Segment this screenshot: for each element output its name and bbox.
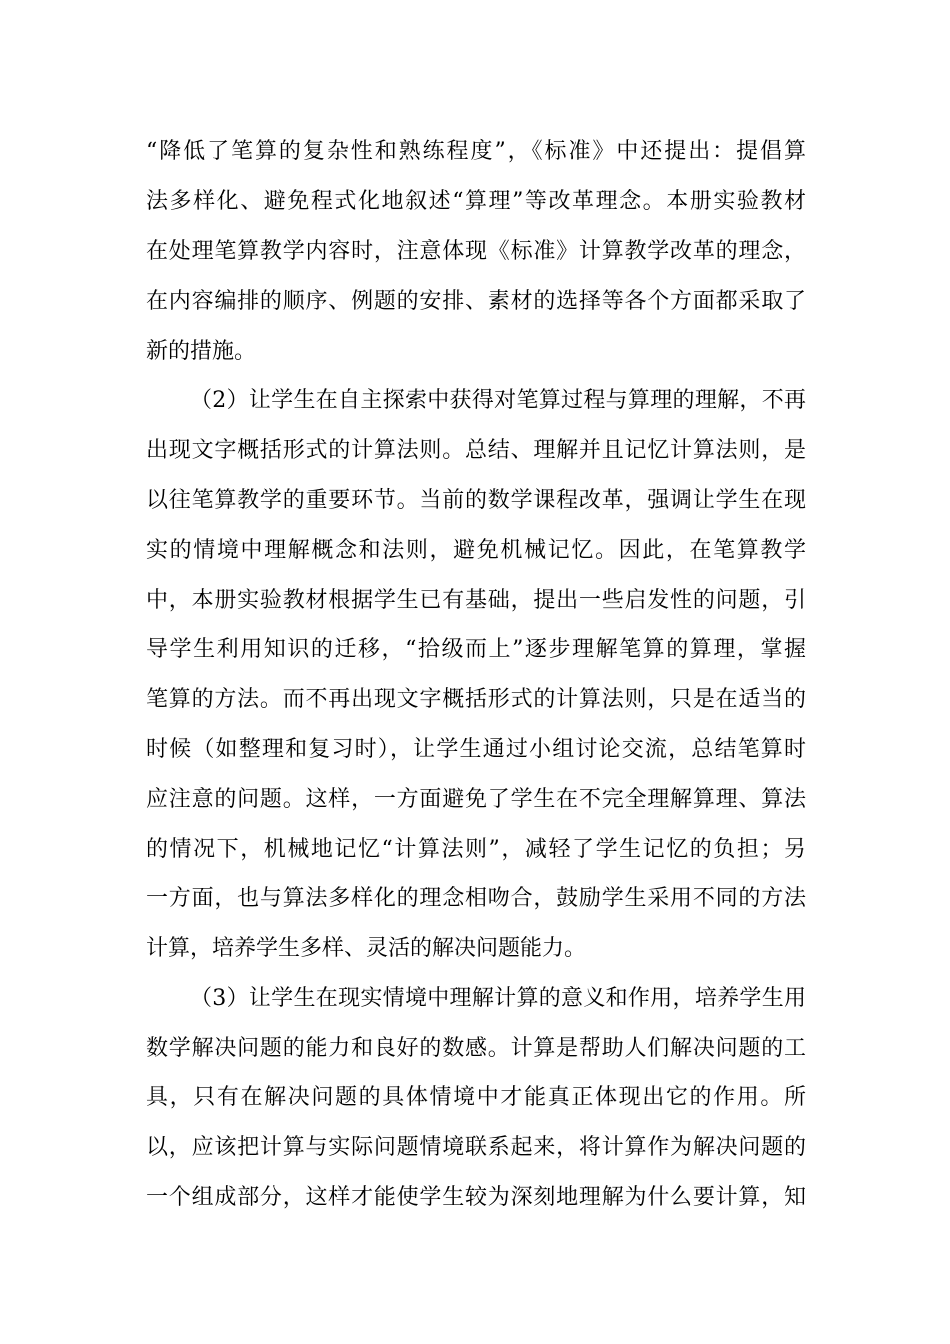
text-line: 时候（如整理和复习时），让学生通过小组讨论交流，总结笔算时 (146, 737, 806, 762)
text-line: 出现文字概括形式的计算法则。总结、理解并且记忆计算法则，是 (146, 438, 806, 463)
text-line: 数学解决问题的能力和良好的数感。计算是帮助人们解决问题的工 (146, 1036, 806, 1061)
text-line: 导学生利用知识的迁移，“拾级而上”逐步理解笔算的算理，掌握 (146, 637, 806, 662)
text-line: 新的措施。 (146, 339, 257, 364)
text-line: 一个组成部分，这样才能使学生较为深刻地理解为什么要计算，知 (146, 1185, 806, 1210)
text-line: 以往笔算教学的重要环节。当前的数学课程改革，强调让学生在现 (146, 488, 806, 513)
text-line: 实的情境中理解概念和法则，避免机械记忆。因此，在笔算教学 (146, 538, 806, 563)
text-line: 的情况下，机械地记忆“计算法则”，减轻了学生记忆的负担；另 (146, 837, 806, 862)
text-line: 中，本册实验教材根据学生已有基础，提出一些启发性的问题，引 (146, 588, 806, 613)
text-line: 具，只有在解决问题的具体情境中才能真正体现出它的作用。所 (146, 1085, 806, 1110)
text-line: 计算，培养学生多样、灵活的解决问题能力。 (146, 936, 587, 961)
text-line: 应注意的问题。这样，一方面避免了学生在不完全理解算理、算法 (146, 787, 806, 812)
paragraph-heading-line: （2）让学生在自主探索中获得对笔算过程与算理的理解，不再 (190, 388, 806, 413)
text-line: 以，应该把计算与实际问题情境联系起来，将计算作为解决问题的 (146, 1135, 806, 1160)
text-line: 法多样化、避免程式化地叙述“算理”等改革理念。本册实验教材 (146, 189, 806, 214)
text-line: “降低了笔算的复杂性和熟练程度”，《标准》中还提出：提倡算 (146, 139, 806, 164)
text-line: 在处理笔算教学内容时，注意体现《标准》计算教学改革的理念， (146, 239, 806, 264)
paragraph-heading-line: （3）让学生在现实情境中理解计算的意义和作用，培养学生用 (190, 986, 806, 1011)
text-line: 在内容编排的顺序、例题的安排、素材的选择等各个方面都采取了 (146, 289, 806, 314)
text-line: 一方面，也与算法多样化的理念相吻合，鼓励学生采用不同的方法 (146, 886, 806, 911)
text-line: 笔算的方法。而不再出现文字概括形式的计算法则，只是在适当的 (146, 687, 806, 712)
